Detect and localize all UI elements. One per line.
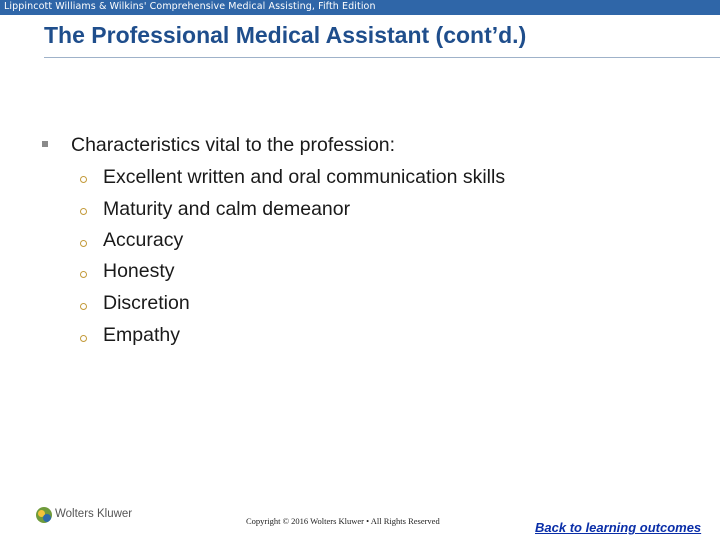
circle-bullet-icon	[80, 303, 87, 310]
circle-bullet-icon	[80, 176, 87, 183]
wolters-kluwer-logo	[36, 507, 146, 525]
sub-bullet-text: Discretion	[103, 292, 190, 314]
sub-bullet-text: Honesty	[103, 260, 175, 282]
sub-bullet-text: Maturity and calm demeanor	[103, 198, 351, 220]
wolters-kluwer-logo-icon	[36, 507, 52, 523]
sub-bullet-text: Empathy	[103, 324, 180, 346]
circle-bullet-icon	[80, 208, 87, 215]
main-bullet-text: Characteristics vital to the profession:	[71, 134, 396, 156]
slide-title: The Professional Medical Assistant (cont’d.)	[44, 22, 527, 48]
book-title: Lippincott Williams & Wilkins' Comprehensive Medical Assisting, Fifth Edition	[4, 1, 376, 12]
sub-bullet-text: Excellent written and oral communication skills	[103, 166, 506, 188]
square-bullet-icon	[42, 141, 48, 147]
logo-text: Wolters Kluwer	[55, 508, 133, 520]
sub-bullet-text: Accuracy	[103, 229, 184, 251]
circle-bullet-icon	[80, 240, 87, 247]
circle-bullet-icon	[80, 335, 87, 342]
circle-bullet-icon	[80, 271, 87, 278]
copyright-notice: Copyright © 2016 Wolters Kluwer • All Rights Reserved	[246, 516, 440, 526]
back-to-learning-outcomes-link[interactable]: Back to learning outcomes	[535, 520, 702, 535]
